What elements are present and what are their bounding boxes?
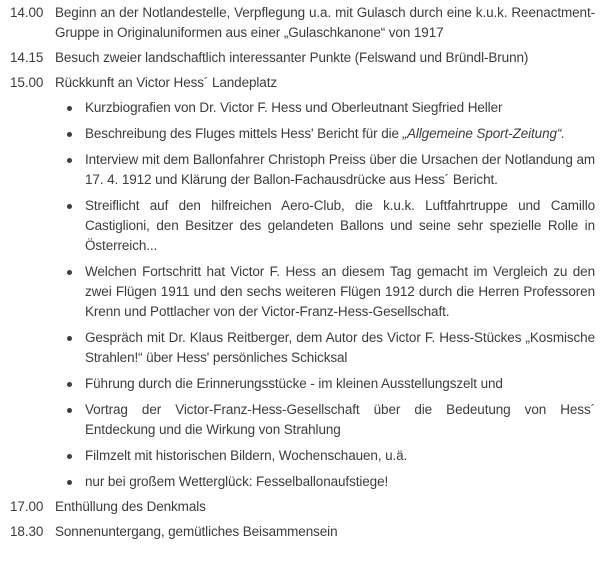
bullet-marker-cell xyxy=(55,400,85,413)
bullet-list-item xyxy=(55,374,595,394)
schedule-item-text xyxy=(55,522,595,542)
bullet-dot-icon xyxy=(67,382,72,387)
bullet-item-text xyxy=(85,400,595,440)
text-segment: nur bei großem Wetterglück: Fesselballonaufstiege! xyxy=(85,474,389,489)
schedule-row xyxy=(10,48,595,68)
schedule-rows xyxy=(10,3,595,542)
bullet-marker-cell xyxy=(55,446,85,459)
bullet-marker-cell xyxy=(55,472,85,485)
schedule-time-label: 15.00 xyxy=(10,75,44,90)
bullet-list-item xyxy=(55,124,595,144)
bullet-item-text xyxy=(85,262,595,322)
bullet-list-item xyxy=(55,196,595,256)
bullet-marker-cell xyxy=(55,328,85,341)
bullet-list-item xyxy=(55,150,595,190)
bullet-marker-cell xyxy=(55,262,85,275)
bullet-item-text xyxy=(85,150,595,190)
bullet-marker-cell xyxy=(55,150,85,163)
bullet-marker-cell xyxy=(55,124,85,137)
text-segment: Kurzbiografien von Dr. Victor F. Hess und Oberleutnant Siegfried Heller xyxy=(85,100,503,115)
bullet-list-item xyxy=(55,328,595,368)
bullet-marker-cell xyxy=(55,98,85,111)
text-segment: „Allgemeine Sport-Zeitung“. xyxy=(402,126,565,141)
schedule-item-text xyxy=(55,3,595,43)
schedule-item-content xyxy=(55,73,595,492)
bullet-list-item xyxy=(55,98,595,118)
text-segment: Interview mit dem Ballonfahrer Christoph Preiss über die Ursachen der Notlandung am 17. 4. 1912 und Klärung der Ballon-Fachausdrücke aus Hess´ Bericht. xyxy=(85,152,595,187)
schedule-row xyxy=(10,3,595,43)
bullet-dot-icon xyxy=(67,106,72,111)
schedule-item-text xyxy=(55,73,595,93)
schedule-item-content xyxy=(55,522,595,542)
bullet-dot-icon xyxy=(67,158,72,163)
schedule-row xyxy=(10,522,595,542)
bullet-dot-icon xyxy=(67,408,72,413)
bullet-list-item xyxy=(55,446,595,466)
schedule-row xyxy=(10,73,595,492)
bullet-item-text xyxy=(85,472,595,492)
text-segment: Streiflicht auf den hilfreichen Aero-Club, die k.u.k. Luftfahrtruppe und Camillo Castiglioni, den Besitzer des gelandeten Ballons und seine sehr spezielle Rolle in Österreich... xyxy=(85,198,595,253)
schedule-item-text xyxy=(55,497,595,517)
text-segment: Gespräch mit Dr. Klaus Reitberger, dem Autor des Victor F. Hess-Stückes „Kosmische Strahlen!“ über Hess' persönliches Schicksal xyxy=(85,330,595,365)
bullet-list-item xyxy=(55,400,595,440)
schedule-item-content xyxy=(55,497,595,517)
schedule-item-content xyxy=(55,48,595,68)
bullet-dot-icon xyxy=(67,454,72,459)
text-segment: Besuch zweier landschaftlich interessanter Punkte (Felswand und Bründl-Brunn) xyxy=(55,50,529,65)
text-segment: Enthüllung des Denkmals xyxy=(55,499,206,514)
schedule-time-label: 18.30 xyxy=(10,524,44,539)
bullet-item-text xyxy=(85,124,595,144)
text-segment: Beschreibung des Fluges mittels Hess' Bericht für die xyxy=(85,126,403,141)
bullet-marker-cell xyxy=(55,374,85,387)
text-segment: Rückkunft an Victor Hess´ Landeplatz xyxy=(55,75,278,90)
schedule-time-label: 17.00 xyxy=(10,499,44,514)
text-segment: Sonnenuntergang, gemütliches Beisammensein xyxy=(55,524,338,539)
bullet-dot-icon xyxy=(67,132,72,137)
text-segment: Welchen Fortschritt hat Victor F. Hess an diesem Tag gemacht im Vergleich zu den zwei Flügen 1911 und den sechs weiteren Flügen 1912 durch die Herren Professoren Krenn und Pottlacher von der Victor-Franz-Hess-Gesellschaft. xyxy=(85,264,595,319)
bullet-dot-icon xyxy=(67,270,72,275)
bullet-item-text xyxy=(85,328,595,368)
schedule-time-label: 14.00 xyxy=(10,5,44,20)
schedule-item-content xyxy=(55,3,595,43)
schedule-item-text xyxy=(55,48,595,68)
bullet-dot-icon xyxy=(67,480,72,485)
bullet-item-text xyxy=(85,446,595,466)
bullet-dot-icon xyxy=(67,204,72,209)
bullet-dot-icon xyxy=(67,336,72,341)
bullet-list-item xyxy=(55,472,595,492)
text-segment: Vortrag der Victor-Franz-Hess-Gesellschaft über die Bedeutung von Hess´ Entdeckung und die Wirkung von Strahlung xyxy=(85,402,595,437)
schedule-time-label: 14.15 xyxy=(10,50,44,65)
bullet-list xyxy=(55,98,595,492)
text-segment: Beginn an der Notlandestelle, Verpflegung u.a. mit Gulasch durch eine k.u.k. Reenactment-Gruppe in Originaluniformen aus einer „Gulaschkanone“ von 1917 xyxy=(55,5,595,40)
bullet-item-text xyxy=(85,374,595,394)
schedule-row xyxy=(10,497,595,517)
bullet-marker-cell xyxy=(55,196,85,209)
text-segment: Führung durch die Erinnerungsstücke - im kleinen Ausstellungszelt und xyxy=(85,376,503,391)
bullet-item-text xyxy=(85,196,595,256)
text-segment: Filmzelt mit historischen Bildern, Wochenschauen, u.ä. xyxy=(85,448,408,463)
bullet-list-item xyxy=(55,262,595,322)
bullet-item-text xyxy=(85,98,595,118)
